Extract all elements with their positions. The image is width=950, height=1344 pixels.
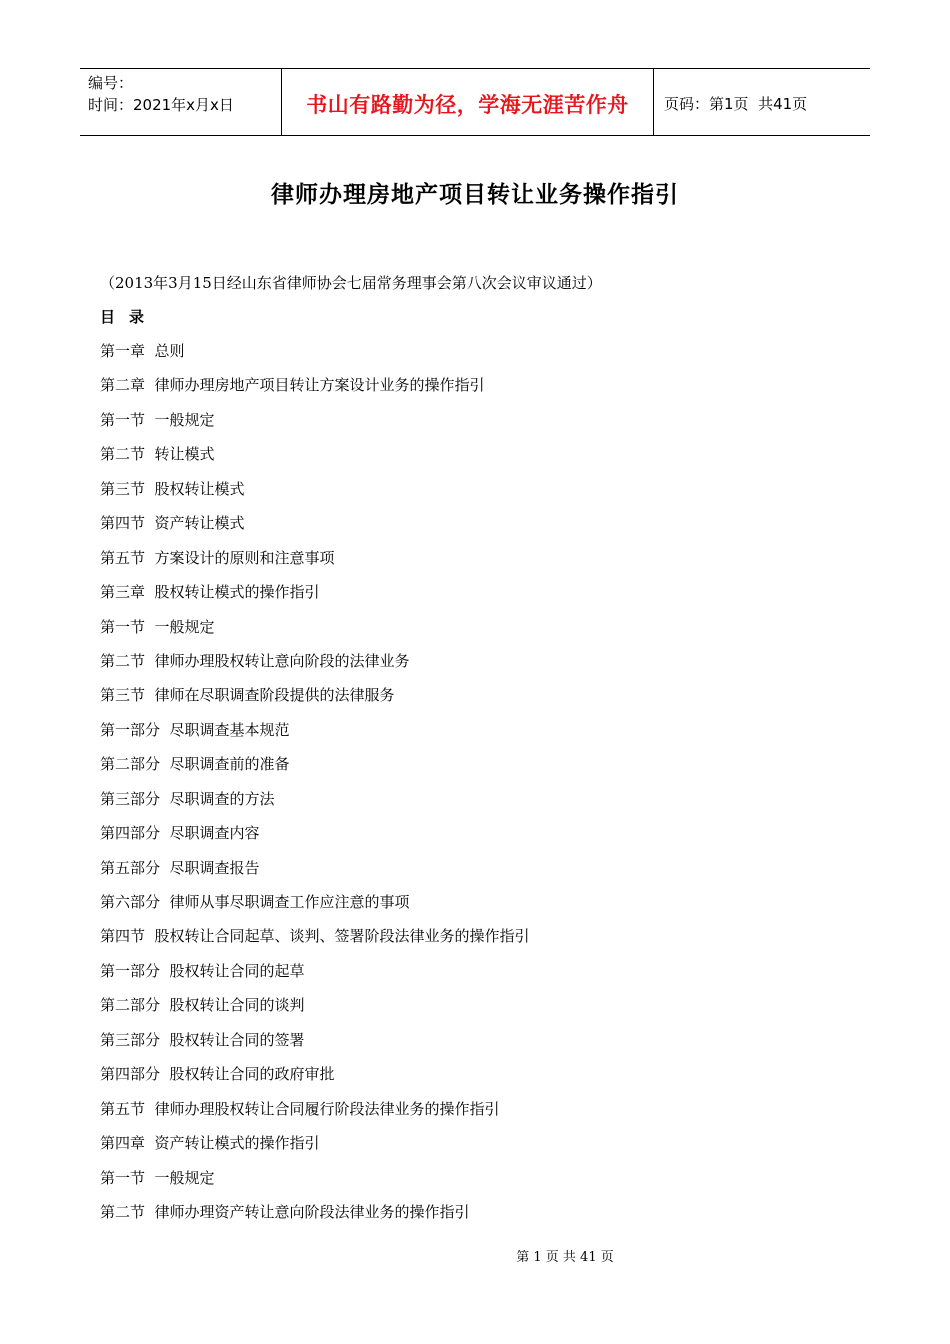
toc-item[interactable]: 第一节 一般规定	[100, 410, 215, 429]
header-slogan: 书山有路勤为径，学海无涯苦作舟	[282, 69, 654, 135]
header-meta	[80, 69, 282, 135]
header-number-label: 编号：	[88, 74, 134, 92]
table-of-contents	[100, 340, 530, 1235]
document-subtitle: （2013年3月15日经山东省律师协会七届常务理事会第八次会议审议通过）	[100, 274, 602, 292]
page-header	[80, 68, 870, 136]
toc-item[interactable]: 第一章 总则	[100, 342, 185, 360]
toc-item[interactable]: 第二章 律师办理房地产项目转让方案设计业务的操作指引	[100, 376, 485, 395]
toc-item[interactable]: 第一节 一般规定	[100, 617, 215, 636]
toc-item[interactable]: 第二节 律师办理股权转让意向阶段的法律业务	[100, 651, 410, 670]
toc-item[interactable]: 第二部分 股权转让合同的谈判	[100, 996, 305, 1015]
toc-item[interactable]: 第四节 股权转让合同起草、谈判、签署阶段法律业务的操作指引	[100, 927, 530, 946]
toc-item[interactable]: 第五节 方案设计的原则和注意事项	[100, 548, 335, 567]
toc-item[interactable]: 第三部分 股权转让合同的签署	[100, 1030, 305, 1049]
page-footer: 第 1 页 共 41 页	[516, 1250, 614, 1265]
toc-item[interactable]: 第一部分 尽职调查基本规范	[100, 720, 290, 739]
toc-item[interactable]: 第四部分 股权转让合同的政府审批	[100, 1065, 335, 1084]
toc-item[interactable]: 第三节 股权转让模式	[100, 479, 245, 498]
toc-item[interactable]: 第四部分 尽职调查内容	[100, 824, 260, 843]
toc-item[interactable]: 第三部分 尽职调查的方法	[100, 789, 275, 808]
toc-item[interactable]: 第二节 律师办理资产转让意向阶段法律业务的操作指引	[100, 1202, 470, 1221]
toc-item[interactable]: 第三章 股权转让模式的操作指引	[100, 583, 320, 602]
toc-item[interactable]: 第二节 转让模式	[100, 445, 215, 464]
toc-heading: 目录	[100, 308, 159, 326]
toc-item[interactable]: 第四章 资产转让模式的操作指引	[100, 1134, 320, 1153]
toc-item[interactable]: 第一部分 股权转让合同的起草	[100, 961, 305, 980]
header-time-label: 时间：2021年x月x日	[88, 96, 234, 114]
toc-item[interactable]: 第二部分 尽职调查前的准备	[100, 755, 290, 774]
toc-item[interactable]: 第五节 律师办理股权转让合同履行阶段法律业务的操作指引	[100, 1099, 500, 1118]
header-page-info-text: 页码：第1页 共41页	[664, 94, 808, 113]
toc-item[interactable]: 第四节 资产转让模式	[100, 514, 245, 533]
header-page-info	[654, 69, 870, 135]
document-title: 律师办理房地产项目转让业务操作指引	[271, 182, 679, 208]
toc-item[interactable]: 第六部分 律师从事尽职调查工作应注意的事项	[100, 893, 410, 911]
toc-item[interactable]: 第一节 一般规定	[100, 1168, 215, 1187]
toc-item[interactable]: 第三节 律师在尽职调查阶段提供的法律服务	[100, 686, 395, 705]
toc-item[interactable]: 第五部分 尽职调查报告	[100, 858, 260, 877]
